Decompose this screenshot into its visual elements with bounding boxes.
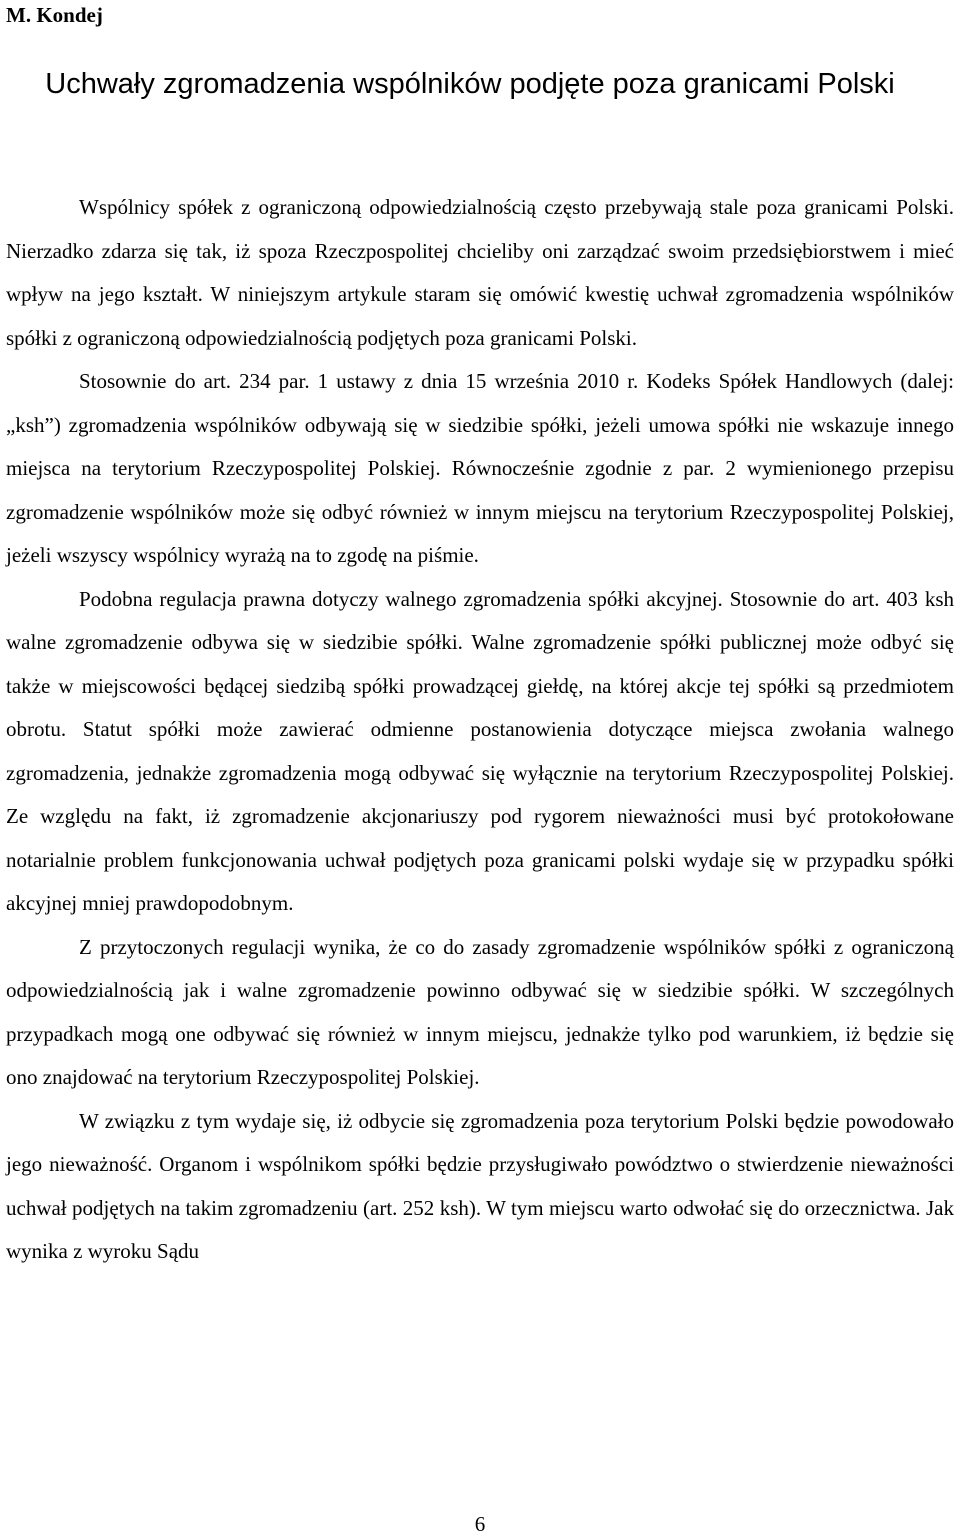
author-name: M. Kondej xyxy=(6,3,103,27)
paragraph: Z przytoczonych regulacji wynika, że co do zasady zgromadzenie wspólników spółki z ograniczoną odpowiedzialnością jak i walne zgromadzenie powinno odbywać się w siedzibie spółki. W szczególnych przypadkach mogą one odbywać się również w innym miejscu, jednakże tylko pod warunkiem, iż będzie się ono znajdować na terytorium Rzeczypospolitej Polskiej. xyxy=(6,934,954,1089)
article-body xyxy=(6,186,954,1274)
paragraph: Wspólnicy spółek z ograniczoną odpowiedzialnością często przebywają stale poza granicami Polski. Nierzadko zdarza się tak, iż spoza Rzeczpospolitej chcieliby oni zarządzać swoim przedsiębiorstwem i mieć wpływ na jego kształt. W niniejszym artykule staram się omówić kwestię uchwał zgromadzenia wspólników spółki z ograniczoną odpowiedzialnością podjętych poza granicami Polski. xyxy=(6,195,954,350)
page-number: 6 xyxy=(474,1512,486,1536)
paragraph: W związku z tym wydaje się, iż odbycie się zgromadzenia poza terytorium Polski będzie powodowało jego nieważność. Organom i wspólnikom spółki będzie przysługiwało powództwo o stwierdzenie nieważności uchwał podjętych na takim zgromadzeniu (art. 252 ksh). W tym miejscu warto odwołać się do orzecznictwa. Jak wynika z wyroku Sądu xyxy=(6,1108,954,1263)
paragraph: Stosownie do art. 234 par. 1 ustawy z dnia 15 września 2010 r. Kodeks Spółek Handlowych (dalej: „ksh”) zgromadzenia wspólników odbywają się w siedzibie spółki, jeżeli umowa spółki nie wskazuje innego miejsca na terytorium Rzeczypospolitej Polskiej. Równocześnie zgodnie z par. 2 wymienionego przepisu zgromadzenie wspólników może się odbyć również w innym miejscu na terytorium Rzeczypospolitej Polskiej, jeżeli wszyscy wspólnicy wyrażą na to zgodę na piśmie. xyxy=(6,369,954,567)
article-title: Uchwały zgromadzenia wspólników podjęte poza granicami Polski xyxy=(45,68,895,100)
paragraph: Podobna regulacja prawna dotyczy walnego zgromadzenia spółki akcyjnej. Stosownie do art. 403 ksh walne zgromadzenie odbywa się w siedzibie spółki. Walne zgromadzenie spółki publicznej może odbyć się także w miejscowości będącej siedzibą spółki prowadzącej giełdę, na której akcje tej spółki są przedmiotem obrotu. Statut spółki może zawierać odmienne postanowienia dotyczące miejsca zwołania walnego zgromadzenia, jednakże zgromadzenia mogą odbywać się wyłącznie na terytorium Rzeczypospolitej Polskiej. Ze względu na fakt, iż zgromadzenie akcjonariuszy pod rygorem nieważności musi być protokołowane notarialnie problem funkcjonowania uchwał podjętych poza granicami polski wydaje się w przypadku spółki akcyjnej mniej prawdopodobnym. xyxy=(6,586,954,915)
